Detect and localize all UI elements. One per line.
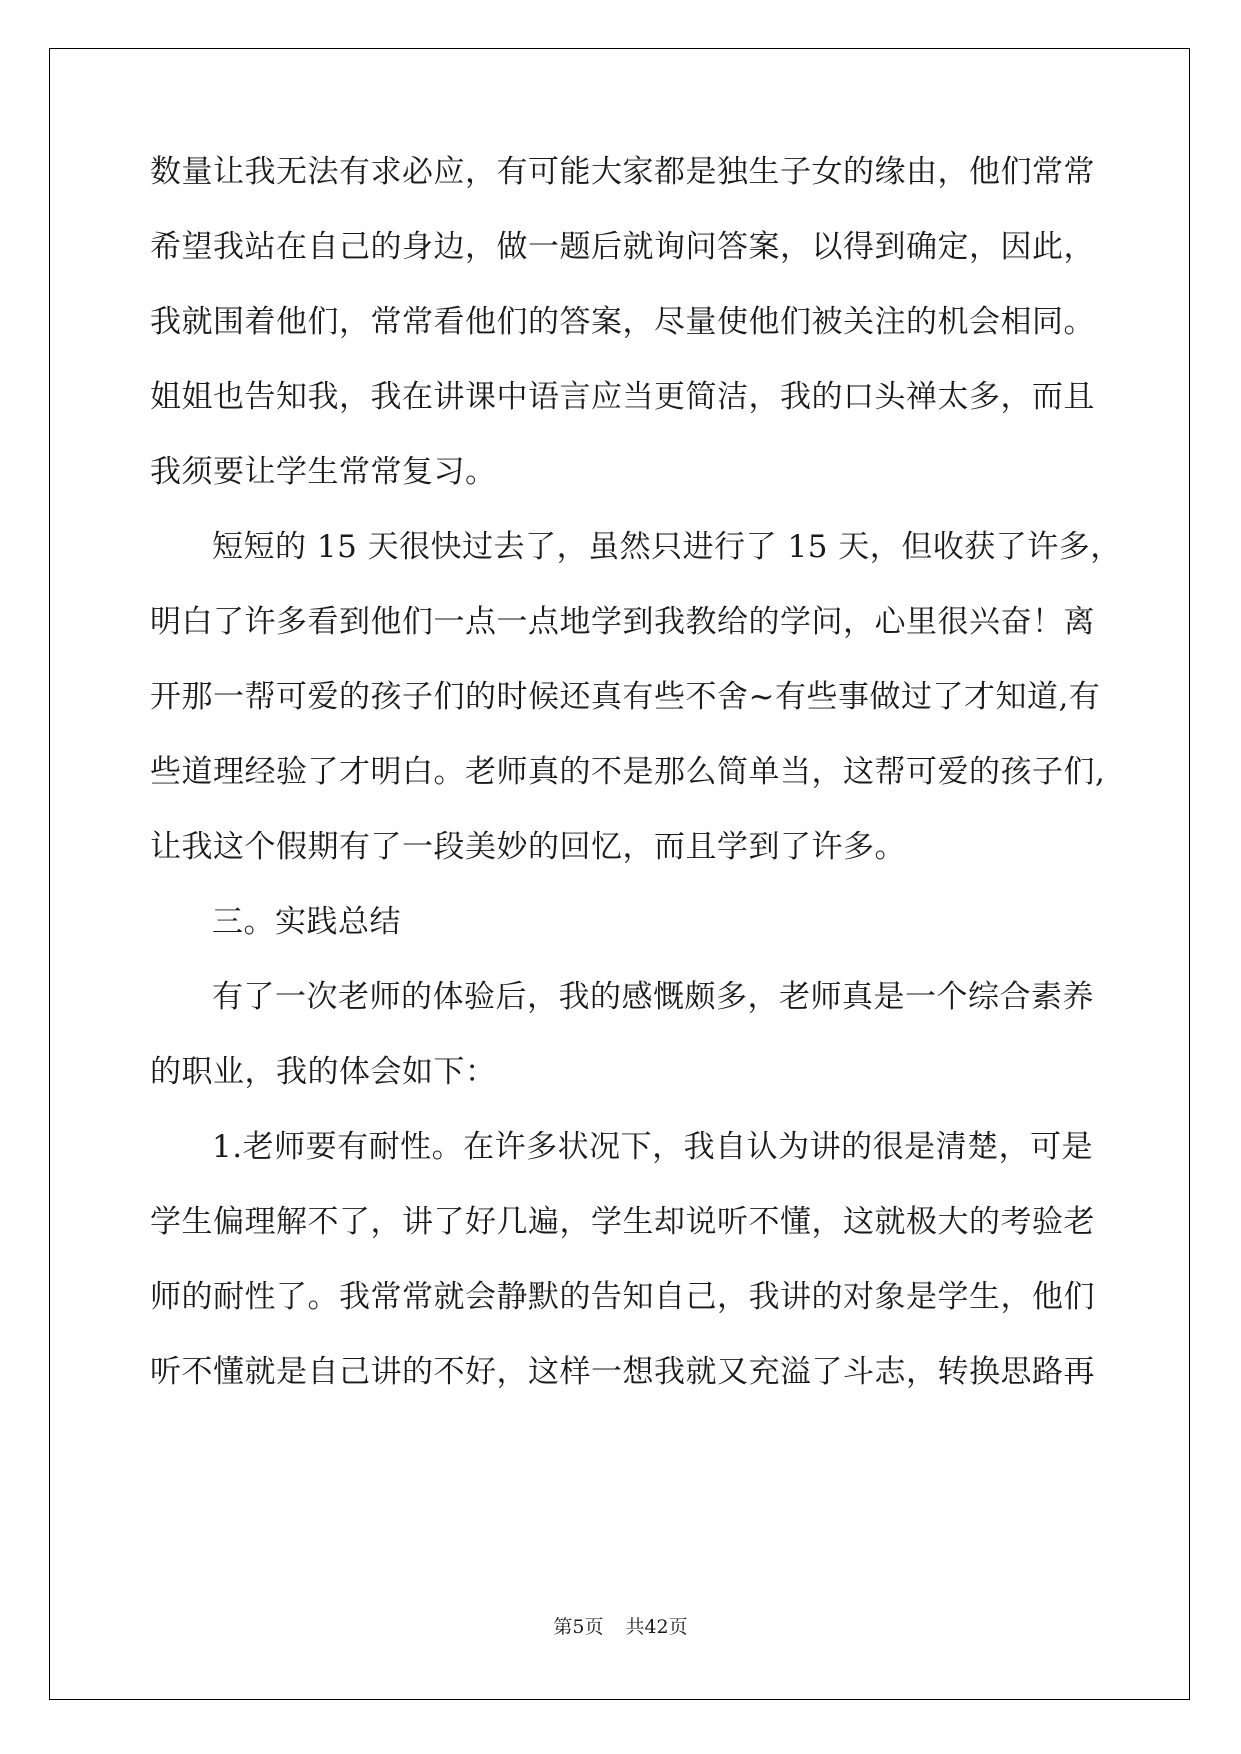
text-line: 明白了许多看到他们一点一点地学到我教给的学问，心里很兴奋！离 — [150, 604, 1095, 640]
page-total: 共42页 — [625, 1616, 688, 1638]
text-line: 开那一帮可爱的孩子们的时候还真有些不舍~有些事做过了才知道,有 — [150, 679, 1101, 715]
text-line: 让我这个假期有了一段美妙的回忆，而且学到了许多。 — [150, 829, 906, 865]
text-line: 我须要让学生常常复习。 — [150, 454, 497, 490]
text-line: 师的耐性了。我常常就会静默的告知自己，我讲的对象是学生，他们 — [150, 1279, 1095, 1315]
paragraph-first-line: 有了一次老师的体验后，我的感慨颇多，老师真是一个综合素养 — [212, 979, 1094, 1015]
text-line: 我就围着他们，常常看他们的答案，尽量使他们被关注的机会相同。 — [150, 304, 1095, 340]
paragraph-first-line: 短短的 15 天很快过去了，虽然只进行了 15 天，但收获了许多， — [212, 529, 1122, 565]
text-line: 希望我站在自己的身边，做一题后就询问答案，以得到确定，因此， — [150, 229, 1095, 265]
text-line: 些道理经验了才明白。老师真的不是那么简单当，这帮可爱的孩子们, — [150, 754, 1106, 790]
page-border — [49, 48, 1190, 1700]
page-number: 第5页 — [553, 1616, 604, 1638]
paragraph-first-line: 1.老师要有耐性。在许多状况下，我自认为讲的很是清楚，可是 — [212, 1129, 1094, 1165]
section-heading: 三。实践总结 — [212, 904, 401, 940]
text-line: 听不懂就是自己讲的不好，这样一想我就又充溢了斗志，转换思路再 — [150, 1354, 1095, 1390]
text-line: 数量让我无法有求必应，有可能大家都是独生子女的缘由，他们常常 — [150, 154, 1095, 190]
text-line: 姐姐也告知我，我在讲课中语言应当更简洁，我的口头禅太多，而且 — [150, 379, 1095, 415]
page-footer — [0, 1615, 1241, 1639]
text-line: 的职业，我的体会如下： — [150, 1054, 497, 1090]
text-line: 学生偏理解不了，讲了好几遍，学生却说听不懂，这就极大的考验老 — [150, 1204, 1095, 1240]
